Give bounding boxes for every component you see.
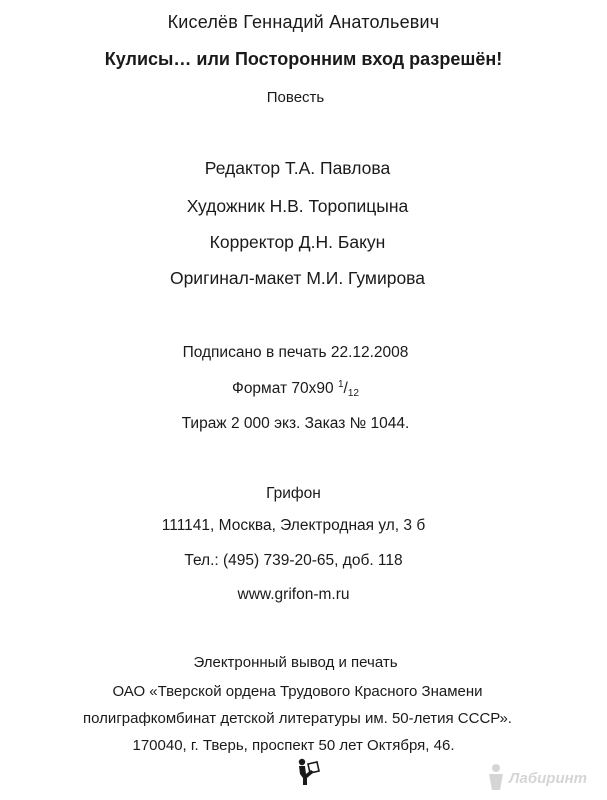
staff-editor: Редактор Т.А. Павлова — [204, 158, 391, 178]
publisher-address: 111141, Москва, Электродная ул, 3 б — [161, 517, 426, 534]
author-name: Киселёв Геннадий Анатольевич — [167, 12, 440, 32]
format-label: Формат 70x90 — [232, 380, 334, 397]
publisher-name: Грифон — [266, 485, 321, 502]
watermark-text: Лабиринт — [509, 770, 588, 787]
printing-line-1: ОАО «Тверской ордена Трудового Красного Знамени — [112, 683, 483, 700]
print-run: Тираж 2 000 экз. Заказ № 1044. — [181, 415, 410, 432]
signed-to-print: Подписано в печать 22.12.2008 — [182, 344, 409, 361]
paper-format — [0, 381, 599, 397]
publisher-phone: Тел.: (495) 739-20-65, доб. 118 — [184, 552, 403, 569]
printing-line-3: 170040, г. Тверь, проспект 50 лет Октября, 46. — [132, 737, 455, 754]
format-fraction-denominator: 12 — [347, 388, 359, 399]
staff-layout: Оригинал-макет М.И. Гумирова — [169, 268, 426, 288]
format-fraction-numerator: 1 — [337, 379, 344, 390]
printing-heading: Электронный вывод и печать — [193, 654, 398, 671]
watermark-figure-icon — [483, 762, 509, 792]
printing-line-2: полиграфкомбинат детской литературы им. 50-летия СССР». — [83, 710, 512, 727]
printer-logo-icon — [294, 758, 320, 786]
book-genre: Повесть — [266, 89, 325, 106]
staff-artist: Художник Н.В. Торопицына — [186, 196, 409, 216]
publisher-website: www.grifon-m.ru — [237, 586, 350, 603]
format-fraction-slash: / — [343, 380, 348, 397]
watermark — [483, 762, 603, 794]
book-title: Кулисы… или Посторонним вход разрешён! — [104, 49, 503, 69]
staff-proofreader: Корректор Д.Н. Бакун — [209, 232, 386, 252]
